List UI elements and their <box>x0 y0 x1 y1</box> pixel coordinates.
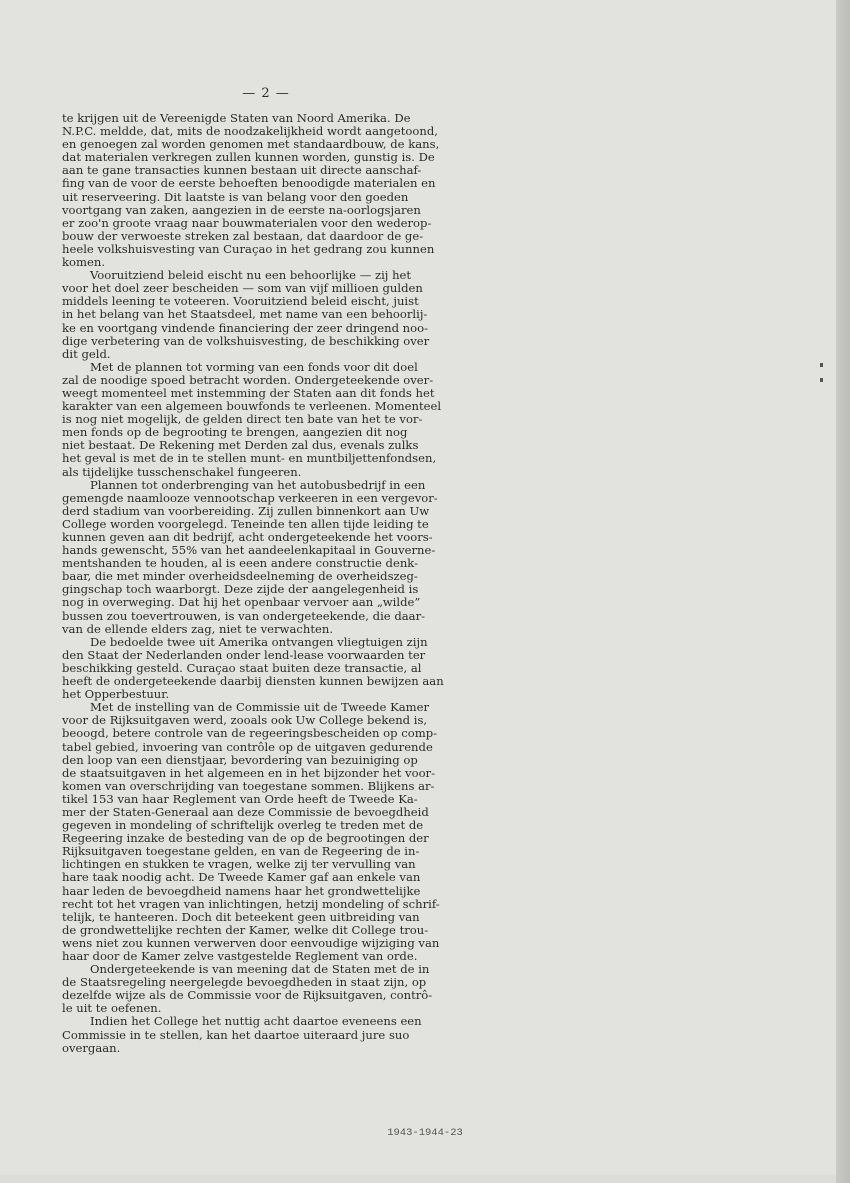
text-line: te krijgen uit de Vereenigde Staten van Noord Amerika. De <box>62 111 411 125</box>
text-line: bussen zou toevertrouwen, is van ondergeteekende, die daar- <box>62 608 426 623</box>
text-line: kunnen geven aan dit bedrijf, acht ondergeteekende het voors- <box>62 530 433 544</box>
text-line: voortgang van zaken, aangezien in de eerste na-oorlogsjaren <box>62 202 421 217</box>
body-text <box>62 112 458 1055</box>
text-line: het Opperbestuur. <box>62 687 170 702</box>
text-line: Plannen tot onderbrenging van het autobusbedrijf in een <box>90 477 426 492</box>
text-line: De bedoelde twee uit Amerika ontvangen vliegtuigen zijn <box>90 634 428 649</box>
page-number: — 2 — <box>242 86 290 101</box>
paragraph <box>62 1015 458 1054</box>
text-line: N.P.C. meldde, dat, mits de noodzakelijkheid wordt aangetoond, <box>62 124 438 139</box>
paragraph <box>62 269 458 361</box>
paragraph <box>62 361 458 479</box>
text-line: gegeven in mondeling of schriftelijk overleg te treden met de <box>62 818 424 833</box>
text-line: wens niet zou kunnen verwerven door eenvoudige wijziging van <box>62 935 440 950</box>
text-line: niet bestaat. De Rekening met Derden zal dus, evenals zulks <box>62 438 419 453</box>
text-line: den loop van een dienstjaar, bevordering van bezuiniging op <box>62 752 418 767</box>
text-line: komen. <box>62 255 106 270</box>
text-line: dige verbetering van de volkshuisvesting, de beschikking over <box>62 333 430 348</box>
text-line: de Staatsregeling neergelegde bevoegdheden in staat zijn, op <box>62 975 427 990</box>
paragraph <box>62 701 458 963</box>
text-line: er zoo'n groote vraag naar bouwmaterialen voor den wederop- <box>62 215 432 230</box>
text-line: College worden voorgelegd. Teneinde ten allen tijde leiding te <box>62 516 429 531</box>
text-line: Indien het College het nuttig acht daartoe eveneens een <box>90 1014 422 1029</box>
text-line: gemengde naamlooze vennootschap verkeeren in een vergevor- <box>62 490 438 505</box>
archive-reference: 1943-1944-23 <box>387 1127 463 1139</box>
text-line: ke en voortgang vindende financiering der zeer dringend noo- <box>62 320 429 335</box>
text-line: en genoegen zal worden genomen met standaardbouw, de kans, <box>62 137 440 152</box>
text-line: recht tot het vragen van inlichtingen, hetzij mondeling of schrif- <box>62 896 440 911</box>
text-line: derd stadium van voorbereiding. Zij zullen binnenkort aan Uw <box>62 503 430 518</box>
text-line: aan te gane transacties kunnen bestaan uit directe aanschaf- <box>62 163 422 178</box>
text-line: Commissie in te stellen, kan het daartoe uiteraard jure suo <box>62 1027 410 1042</box>
text-line: haar door de Kamer zelve vastgestelde Reglement van orde. <box>62 949 418 963</box>
text-line: karakter van een algemeen bouwfonds te verleenen. Momenteel <box>62 399 442 414</box>
text-line: komen van overschrijding van toegestane sommen. Blijkens ar- <box>62 778 435 793</box>
text-line: tikel 153 van haar Reglement van Orde heeft de Tweede Ka- <box>62 791 418 806</box>
text-line: mer der Staten-Generaal aan deze Commissie de bevoegdheid <box>62 804 429 819</box>
text-line: gingschap toch waarborgt. Deze zijde der aangelegenheid is <box>62 582 419 597</box>
paragraph <box>62 636 458 701</box>
text-line: tabel gebied, invoering van contrôle op de uitgaven gedurende <box>62 739 433 754</box>
text-line: dezelfde wijze als de Commissie voor de Rijksuitgaven, contrô- <box>62 988 433 1003</box>
margin-mark <box>820 363 823 367</box>
text-line: Vooruitziend beleid eischt nu een behoorlijke — zij het <box>90 268 412 283</box>
text-line: weegt momenteel met instemming der Staten aan dit fonds het <box>62 385 435 400</box>
text-line: Regeering inzake de besteding van de op de begrootingen der <box>62 831 429 846</box>
text-line: de staatsuitgaven in het algemeen en in het bijzonder het voor- <box>62 765 436 780</box>
text-line: dat materialen verkregen zullen kunnen worden, gunstig is. De <box>62 150 435 165</box>
text-line: de grondwettelijke rechten der Kamer, welke dit College trou- <box>62 922 429 937</box>
text-line: heele volkshuisvesting van Curaçao in het gedrang zou kunnen <box>62 241 435 256</box>
text-line: haar leden de bevoegdheid namens haar het grondwettelijke <box>62 883 421 898</box>
text-line: in het belang van het Staatsdeel, met name van een behoorlij- <box>62 307 428 322</box>
text-line: telijk, te hanteeren. Doch dit beteekent geen uitbreiding van <box>62 909 420 924</box>
text-line: is nog niet mogelijk, de gelden direct ten bate van het te vor- <box>62 412 423 427</box>
text-line: overgaan. <box>62 1040 121 1055</box>
text-line: middels leening te voteeren. Vooruitziend beleid eischt, juist <box>62 294 419 309</box>
text-line: zal de noodige spoed betracht worden. Ondergeteekende over- <box>62 372 434 387</box>
text-line: den Staat der Nederlanden onder lend-lease voorwaarden ter <box>62 647 426 662</box>
text-line: baar, die met minder overheidsdeelneming de overheidszeg- <box>62 569 418 584</box>
text-line: hare taak noodig acht. De Tweede Kamer gaf aan enkele van <box>62 870 421 885</box>
paragraph <box>62 112 458 269</box>
margin-mark <box>820 378 823 382</box>
text-line: Ondergeteekende is van meening dat de Staten met de in <box>90 962 430 977</box>
text-line: bouw der verwoeste streken zal bestaan, dat daardoor de ge- <box>62 228 424 243</box>
text-line: le uit te oefenen. <box>62 1001 162 1016</box>
text-line: dit geld. <box>62 346 111 361</box>
paragraph <box>62 963 458 1015</box>
text-line: Rijksuitgaven toegestane gelden, en van de Regeering de in- <box>62 844 420 859</box>
text-line: lichtingen en stukken te vragen, welke zij ter vervulling van <box>62 857 416 872</box>
text-line: fing van de voor de eerste behoeften benoodigde materialen en <box>62 176 436 191</box>
page-edge <box>836 0 850 1183</box>
text-line: uit reserveering. Dit laatste is van belang voor den goeden <box>62 189 409 204</box>
text-line: beschikking gesteld. Curaçao staat buiten deze transactie, al <box>62 660 422 675</box>
text-line: men fonds op de begrooting te brengen, aangezien dit nog <box>62 425 408 440</box>
text-line: voor de Rijksuitgaven werd, zooals ook Uw College bekend is, <box>62 713 428 728</box>
text-line: als tijdelijke tusschenschakel fungeeren. <box>62 464 302 479</box>
text-line: voor het doel zeer bescheiden — som van vijf millioen gulden <box>62 281 423 296</box>
text-line: mentshanden te houden, al is eeen andere constructie denk- <box>62 556 419 571</box>
text-line: hands gewenscht, 55% van het aandeelenkapitaal in Gouverne- <box>62 543 436 558</box>
text-line: heeft de ondergeteekende daarbij diensten kunnen bewijzen aan <box>62 674 444 689</box>
text-line: Met de plannen tot vorming van een fonds voor dit doel <box>90 359 418 374</box>
text-line: Met de instelling van de Commissie uit de Tweede Kamer <box>90 700 430 715</box>
paragraph <box>62 479 458 636</box>
text-line: beoogd, betere controle van de regeeringsbescheiden op comp- <box>62 726 438 741</box>
text-line: nog in overweging. Dat hij het openbaar vervoer aan „wilde” <box>62 595 421 610</box>
text-line: van de ellende elders zag, niet te verwachten. <box>62 621 334 636</box>
text-line: het geval is met de in te stellen munt- en muntbiljettenfondsen, <box>62 451 437 466</box>
